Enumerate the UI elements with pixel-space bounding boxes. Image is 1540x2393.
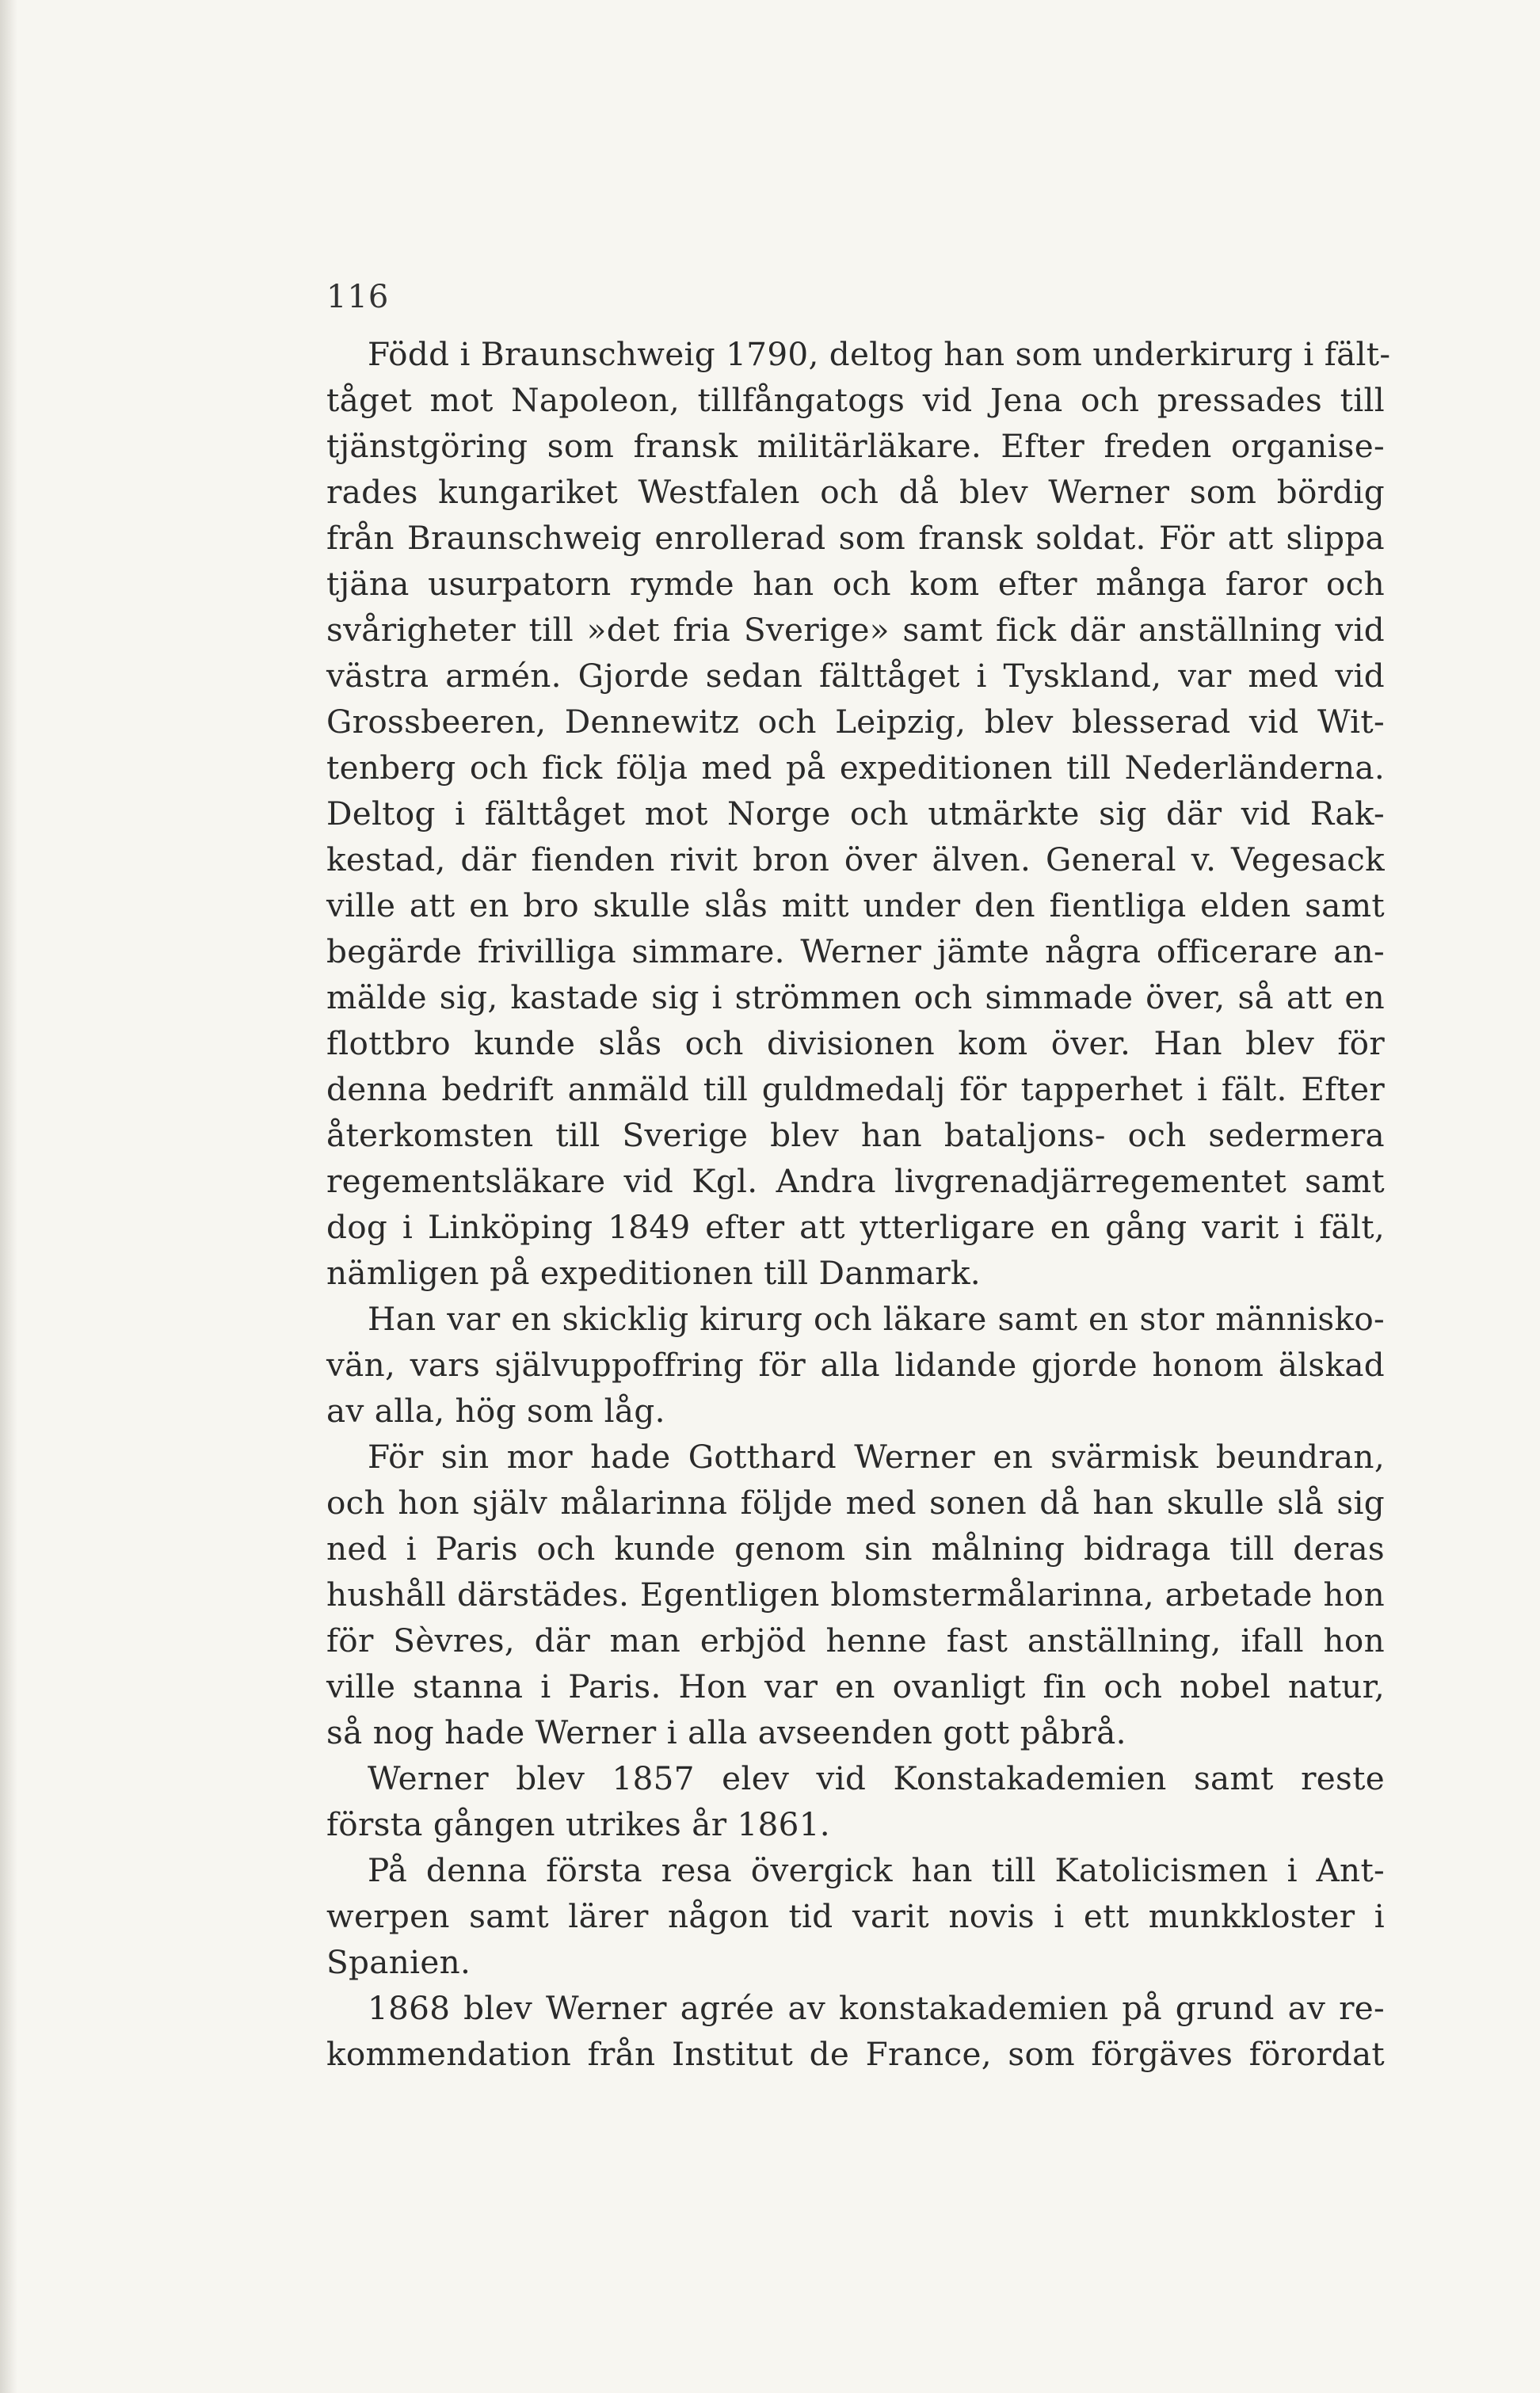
text-line: Han var en skicklig kirurg och läkare samt en stor människo- xyxy=(368,1300,1385,1338)
body-text xyxy=(326,331,1391,2077)
text-line: återkomsten till Sverige blev han bataljons- och sedermera xyxy=(326,1116,1385,1154)
text-line: 1868 blev Werner agrée av konstakademien på grund av re- xyxy=(368,1989,1385,2027)
text-line: nämligen på expeditionen till Danmark. xyxy=(326,1254,981,1292)
text-line: kommendation från Institut de France, som förgäves förordat xyxy=(326,2035,1385,2073)
text-line: och hon själv målarinna följde med sonen då han skulle slå sig xyxy=(326,1484,1385,1522)
text-line: dog i Linköping 1849 efter att ytterligare en gång varit i fält, xyxy=(326,1208,1385,1246)
text-line: för Sèvres, där man erbjöd henne fast anställning, ifall hon xyxy=(326,1621,1385,1659)
text-line: flottbro kunde slås och divisionen kom över. Han blev för xyxy=(326,1024,1385,1062)
text-line: västra armén. Gjorde sedan fälttåget i Tyskland, var med vid xyxy=(326,657,1385,695)
text-line: ned i Paris och kunde genom sin målning bidraga till deras xyxy=(326,1530,1385,1568)
text-line: hushåll därstädes. Egentligen blomstermålarinna, arbetade hon xyxy=(326,1576,1385,1614)
text-line: Född i Braunschweig 1790, deltog han som underkirurg i fält- xyxy=(368,335,1391,373)
text-line: tåget mot Napoleon, tillfångatogs vid Jena och pressades till xyxy=(326,381,1385,419)
text-line: första gången utrikes år 1861. xyxy=(326,1805,830,1843)
text-line: ville stanna i Paris. Hon var en ovanligt fin och nobel natur, xyxy=(326,1667,1385,1705)
text-line: Spanien. xyxy=(326,1943,471,1981)
text-line: tjäna usurpatorn rymde han och kom efter många faror och xyxy=(326,565,1385,603)
text-line: rades kungariket Westfalen och då blev Werner som bördig xyxy=(326,473,1385,511)
text-line: Grossbeeren, Dennewitz och Leipzig, blev blesserad vid Wit- xyxy=(326,703,1385,741)
text-line: kestad, där fienden rivit bron över älven. General v. Vegesack xyxy=(326,840,1385,878)
text-line: tjänstgöring som fransk militärläkare. Efter freden organise- xyxy=(326,427,1385,465)
text-line: Deltog i fälttåget mot Norge och utmärkte sig där vid Rak- xyxy=(326,794,1385,833)
text-line: av alla, hög som låg. xyxy=(326,1392,665,1430)
text-line: På denna första resa övergick han till Katolicismen i Ant- xyxy=(368,1851,1385,1889)
text-line: Werner blev 1857 elev vid Konstakademien samt reste xyxy=(368,1759,1385,1797)
text-line: ville att en bro skulle slås mitt under den fientliga elden samt xyxy=(326,886,1385,924)
page-edge-shadow xyxy=(0,0,17,2393)
text-line: svårigheter till »det fria Sverige» samt fick där anställning vid xyxy=(326,611,1385,649)
text-line: werpen samt lärer någon tid varit novis i ett munkkloster i xyxy=(326,1897,1385,1935)
text-line: regementsläkare vid Kgl. Andra livgrenadjärregementet samt xyxy=(326,1162,1385,1200)
text-line: För sin mor hade Gotthard Werner en svärmisk beundran, xyxy=(368,1438,1385,1476)
text-line: från Braunschweig enrollerad som fransk soldat. För att slippa xyxy=(326,519,1385,557)
text-line: denna bedrift anmäld till guldmedalj för tapperhet i fält. Efter xyxy=(326,1070,1385,1108)
text-line: tenberg och fick följa med på expeditionen till Nederländerna. xyxy=(326,749,1385,787)
text-line: vän, vars självuppoffring för alla lidande gjorde honom älskad xyxy=(326,1346,1385,1384)
page-number: 116 xyxy=(326,279,390,315)
text-line: mälde sig, kastade sig i strömmen och simmade över, så att en xyxy=(326,978,1385,1016)
text-line: begärde frivilliga simmare. Werner jämte några officerare an- xyxy=(326,932,1385,970)
text-line: så nog hade Werner i alla avseenden gott påbrå. xyxy=(326,1713,1126,1751)
